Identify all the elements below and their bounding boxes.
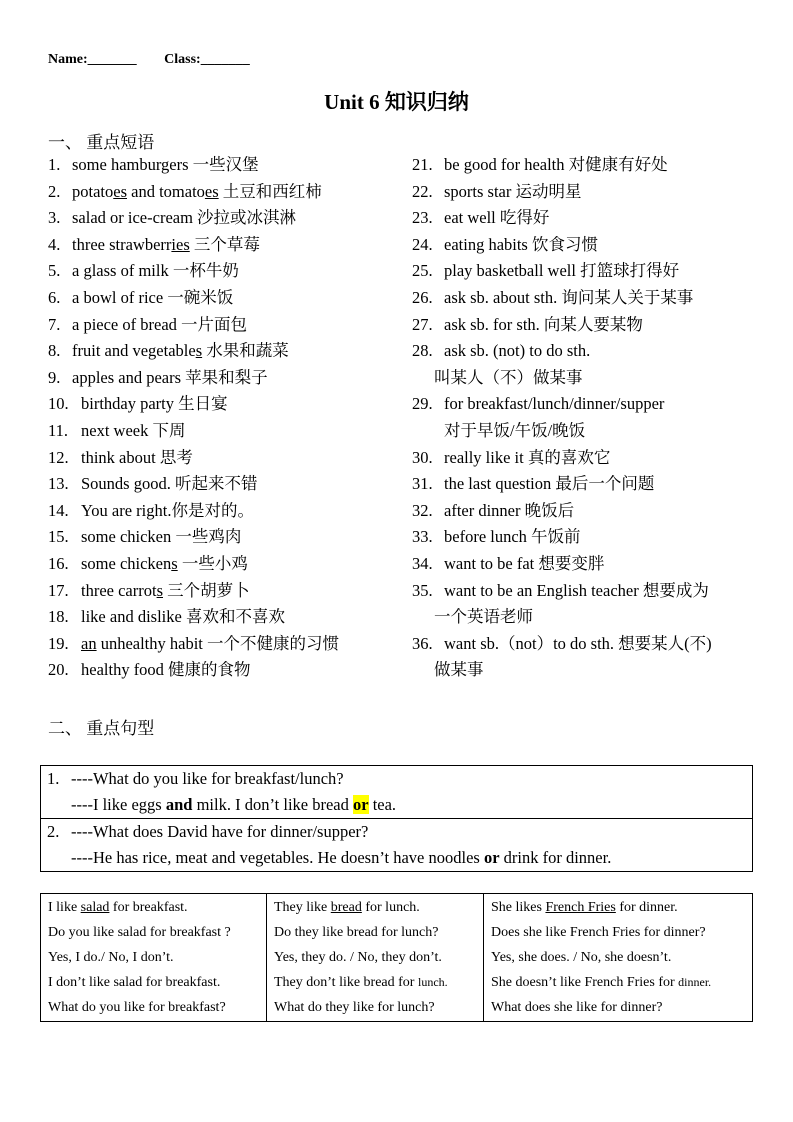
- phrase-item-12: 12. think about 思考: [48, 447, 193, 467]
- phrase-item-9: 9. apples and pears 苹果和梨子: [48, 367, 268, 387]
- phrase-item-32: 32. after dinner 晚饭后: [412, 500, 575, 520]
- sentence-2-answer: ----He has rice, meat and vegetables. He doesn’t have noodles or drink for dinner.: [71, 848, 612, 867]
- grid-column-i: I like salad for breakfast. Do you like salad for breakfast ? Yes, I do./ No, I don’t. I don’t like salad for breakfast. What do you like for breakfast?: [41, 894, 267, 1022]
- phrase-item-24: 24. eating habits 饮食习惯: [412, 234, 598, 254]
- name-field[interactable]: Name:_______: [48, 52, 137, 67]
- phrase-list-right: [412, 152, 757, 684]
- phrase-item-36-continued: 做某事: [434, 660, 484, 680]
- phrase-item-35: 35. want to be an English teacher 想要成为: [412, 580, 709, 600]
- section-heading-phrases: 一、 重点短语: [48, 133, 155, 152]
- student-header: [48, 52, 274, 68]
- phrase-item-30: 30. really like it 真的喜欢它: [412, 447, 611, 467]
- phrase-item-20: 20. healthy food 健康的食物: [48, 660, 251, 680]
- phrase-item-29: 29. for breakfast/lunch/dinner/supper: [412, 394, 665, 414]
- phrase-item-14: 14. You are right.你是对的。: [48, 500, 254, 520]
- phrase-item-8: 8. fruit and vegetables 水果和蔬菜: [48, 341, 289, 361]
- phrase-item-19: 19. an unhealthy habit 一个不健康的习惯: [48, 633, 340, 653]
- phrase-item-34: 34. want to be fat 想要变胖: [412, 553, 605, 573]
- sentence-1-question: ----What do you like for breakfast/lunch?: [71, 769, 344, 788]
- page-title: Unit 6 知识归纳: [324, 90, 469, 114]
- phrase-item-33: 33. before lunch 午饭前: [412, 527, 581, 547]
- phrase-item-5: 5. a glass of milk 一杯牛奶: [48, 261, 239, 281]
- sentence-2-question: ----What does David have for dinner/supper?: [71, 822, 369, 841]
- sentence-1-answer: ----I like eggs and milk. I don’t like bread or tea.: [71, 795, 397, 814]
- phrase-item-11: 11. next week 下周: [48, 420, 186, 440]
- phrase-item-1: 1. some hamburgers 一些汉堡: [48, 155, 259, 174]
- phrase-item-29-continued: 对于早饭/午饭/晚饭: [444, 420, 586, 440]
- sentence-pattern-row-1: 1. ----What do you like for breakfast/lunch? ----I like eggs and milk. I don’t like bread or tea.: [41, 766, 753, 819]
- phrase-item-36: 36. want sb.（not）to do sth. 想要某人(不): [412, 633, 712, 653]
- keyword-and: and: [165, 795, 193, 814]
- phrase-item-7: 7. a piece of bread 一片面包: [48, 314, 248, 334]
- grid-column-she: She likes French Fries for dinner. Does she like French Fries for dinner? Yes, she does. / No, she doesn’t. She doesn’t like French Fries for dinner. What does she like for dinner?: [484, 894, 753, 1022]
- phrase-item-4: 4. three strawberries 三个草莓: [48, 234, 260, 254]
- grammar-grid-table: [40, 893, 753, 1022]
- phrase-item-31: 31. the last question 最后一个问题: [412, 474, 655, 494]
- phrase-item-26: 26. ask sb. about sth. 询问某人关于某事: [412, 287, 694, 307]
- phrase-item-13: 13. Sounds good. 听起来不错: [48, 474, 258, 494]
- phrase-item-17: 17. three carrots 三个胡萝卜: [48, 580, 250, 600]
- phrase-item-25: 25. play basketball well 打篮球打得好: [412, 261, 680, 281]
- phrase-item-23: 23. eat well 吃得好: [412, 208, 550, 228]
- phrase-item-16: 16. some chickens 一些小鸡: [48, 553, 248, 573]
- section-heading-sentences: 二、 重点句型: [48, 719, 155, 738]
- phrase-list-left: [48, 152, 408, 684]
- keyword-or: or: [483, 848, 500, 867]
- phrase-item-10: 10. birthday party 生日宴: [48, 394, 228, 414]
- phrase-item-3: 3. salad or ice-cream 沙拉或冰淇淋: [48, 208, 297, 228]
- phrase-item-35-continued: 一个英语老师: [434, 607, 533, 627]
- phrase-item-21: 21. be good for health 对健康有好处: [412, 155, 668, 174]
- phrase-item-27: 27. ask sb. for sth. 向某人要某物: [412, 314, 643, 334]
- phrase-item-22: 22. sports star 运动明星: [412, 181, 582, 201]
- phrase-item-2: 2. potatoes and tomatoes 土豆和西红柿: [48, 181, 322, 201]
- grid-column-they: They like bread for lunch. Do they like bread for lunch? Yes, they do. / No, they don’t. They don’t like bread for lunch. What do they like for lunch?: [267, 894, 484, 1022]
- phrase-item-18: 18. like and dislike 喜欢和不喜欢: [48, 607, 285, 627]
- phrase-item-28-continued: 叫某人（不）做某事: [434, 367, 583, 387]
- phrase-item-15: 15. some chicken 一些鸡肉: [48, 527, 242, 547]
- sentence-pattern-table: [40, 765, 753, 872]
- keyword-or-highlighted: or: [353, 795, 369, 814]
- class-field[interactable]: Class:_______: [164, 52, 250, 67]
- sentence-pattern-row-2: 2. ----What does David have for dinner/supper? ----He has rice, meat and vegetables. He doesn’t have noodles or drink for dinner.: [41, 819, 753, 872]
- phrase-item-28: 28. ask sb. (not) to do sth.: [412, 341, 591, 361]
- phrase-item-6: 6. a bowl of rice 一碗米饭: [48, 287, 234, 307]
